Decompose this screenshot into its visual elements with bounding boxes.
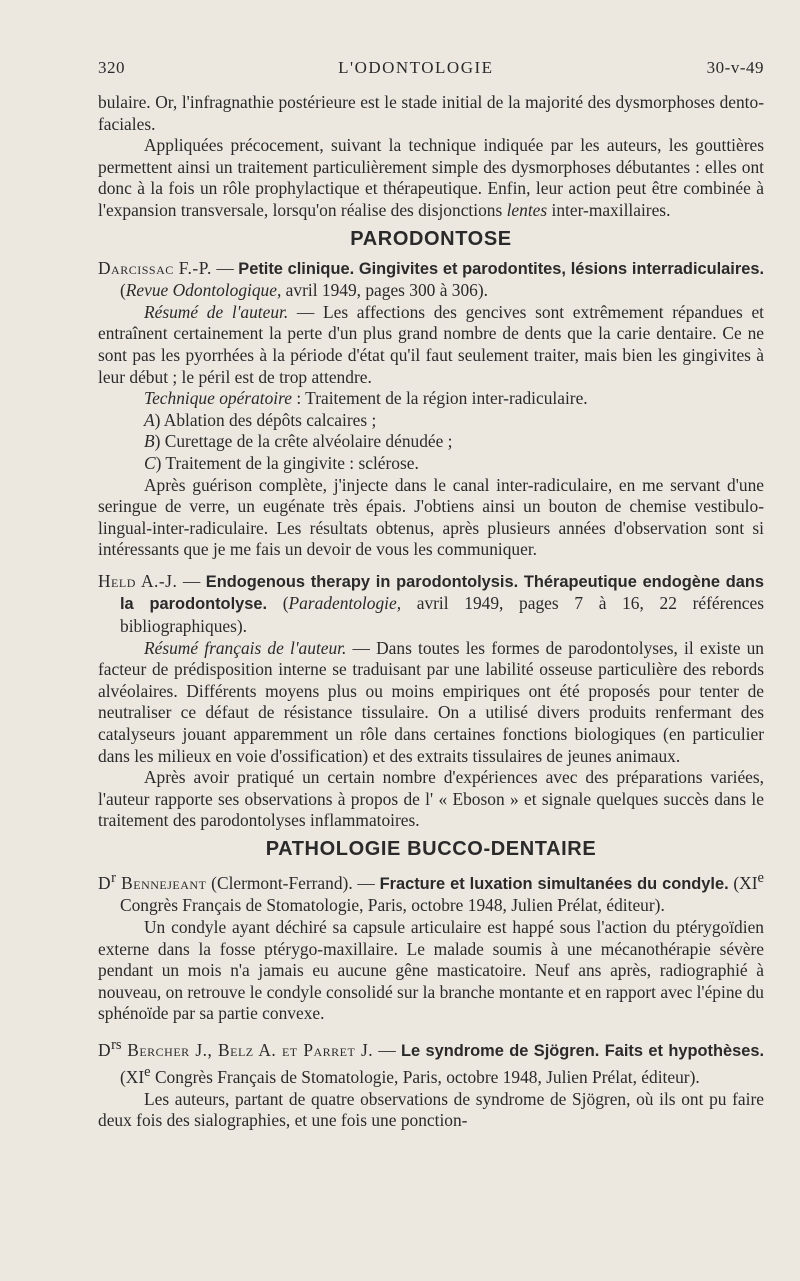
- running-header: [98, 58, 764, 78]
- citation-bercher: $D^{rs}$ Bercher J., Belz A. et Parret J. — Le syndrome de Sjögren. Faits et hypothèses. (XIe Congrès Français de Stomatologie, Paris, octobre 1948, Julien Prélat, éditeur).: [98, 1036, 765, 1088]
- intro-paragraph-2: Appliquées précocement, suivant la technique indiquée par les auteurs, les gouttières permettent ainsi un traitement particulièrement simple des dysmorphoses débutantes : elles ont donc à la fois un rôle prophylactique et thérapeutique. Enfin, leur action peut être combinée à l'expansion transversale, lorsqu'on réalise des disjonctions lentes inter-maxillaires.: [98, 135, 764, 220]
- body-paragraph-darcissac: Après guérison complète, j'injecte dans le canal inter-radiculaire, en me servant d'une seringue de verre, un eugénate très épais. J'obtiens ainsi un bouton de chemise vestibulo-lingual-inter-radiculaire. Les résultats obtenus, après plusieurs années d'observation sont si intéressants que je me fais un devoir de vous les communiquer.: [98, 474, 764, 560]
- author-name: Held A.-J.: [98, 570, 178, 591]
- article-title: Fracture et luxation simultanées du condyle.: [379, 874, 729, 893]
- body-paragraph-held: Après avoir pratiqué un certain nombre d'expériences avec des préparations variées, l'auteur rapporte ses observations à propos de l' « Eboson » et signale quelques succès dans le traitement des parodontolyses inflammatoires.: [98, 767, 764, 831]
- intro-paragraph-1: bulaire. Or, l'infragnathie postérieure est le stade initial de la majorité des dysmorphoses dento-faciales.: [98, 92, 764, 134]
- page-number: 320: [98, 58, 125, 77]
- author-name: Darcissac F.-P.: [98, 257, 212, 278]
- journal-title: L'ODONTOLOGIE: [338, 58, 494, 77]
- abstract-darcissac: Résumé de l'auteur. — Les affections des gencives sont extrêmement répandues et entraînent certainement la perte d'un plus grand nombre de dents que la carie dentaire. Ce ne sont pas les pyorrhées à la période d'état qu'il faut seulement traiter, mais bien les gingivites à leur début ; le péril est de trop attendre.: [98, 301, 764, 387]
- author-names: Bercher J., Belz A. et Parret J.: [121, 1039, 374, 1060]
- author-name: Bennejeant: [115, 872, 207, 893]
- citation-bennejeant: $D^r$ Bennejeant (Clermont-Ferrand). — Fracture et luxation simultanées du condyle. (XIe Congrès Français de Stomatologie, Paris, octobre 1948, Julien Prélat, éditeur).: [98, 870, 764, 916]
- citation-darcissac: Darcissac F.-P. — Petite clinique. Gingivites et parodontites, lésions interradiculaires. (Revue Odontologique, avril 1949, pages 300 à 306).: [98, 257, 765, 301]
- technique-step-c: C) Traitement de la gingivite : sclérose.: [144, 452, 419, 473]
- section-title-parodontose: PARODONTOSE: [350, 227, 512, 250]
- technique-step-b: B) Curettage de la crête alvéolaire dénudée ;: [144, 431, 453, 452]
- body-paragraph-bercher: Les auteurs, partant de quatre observations de syndrome de Sjögren, où ils ont pu faire deux fois des sialographies, et une fois une ponction-: [98, 1088, 764, 1131]
- abstract-held: Résumé français de l'auteur. — Dans toutes les formes de parodontolyses, il existe un facteur de prédisposition interne se traduisant par une labilité osseuse particulière des rebords alvéolaires. Différents moyens plus ou moins empiriques ont été proposés pour tenter de neutraliser ce défaut de résistance tissulaire. On a utilisé divers produits renfermant des catalyseurs jouant apparemment un rôle dans certaines fonctions biologiques (en particulier dans les milieux en voie d'ossification) et des extraits tissulaires de jeunes animaux.: [98, 637, 764, 766]
- article-title: Petite clinique. Gingivites et parodontites, lésions interradiculaires.: [238, 259, 765, 278]
- issue-date: 30-v-49: [706, 58, 764, 77]
- technique-line: Technique opératoire : Traitement de la région inter-radiculaire.: [144, 388, 588, 409]
- technique-step-a: A) Ablation des dépôts calcaires ;: [144, 409, 377, 430]
- article-title: Le syndrome de Sjögren. Faits et hypothèses.: [400, 1041, 765, 1060]
- article-title: Endogenous therapy in parodontolysis. Thérapeutique endogène dans la parodontolyse.: [120, 572, 764, 614]
- body-paragraph-bennejeant: Un condyle ayant déchiré sa capsule articulaire est happé sous l'action du ptérygoïdien externe dans la fosse ptérygo-maxillaire. Le malade soumis à une mécanothérapie sévère pendant un mois n'a jamais eu aucune gêne masticatoire. Neuf ans après, radiographié à nouveau, on retrouve le condyle consolidé sur la branche montante et en rapport avec l'épine du sphénoïde par sa partie convexe.: [98, 916, 764, 1024]
- section-title-pathologie: PATHOLOGIE BUCCO-DENTAIRE: [265, 838, 597, 860]
- citation-held: Held A.-J. — Endogenous therapy in parodontolysis. Thérapeutique endogène dans la parodontolyse. (Paradentologie, avril 1949, pages 7 à 16, 22 références bibliographiques).: [98, 570, 764, 637]
